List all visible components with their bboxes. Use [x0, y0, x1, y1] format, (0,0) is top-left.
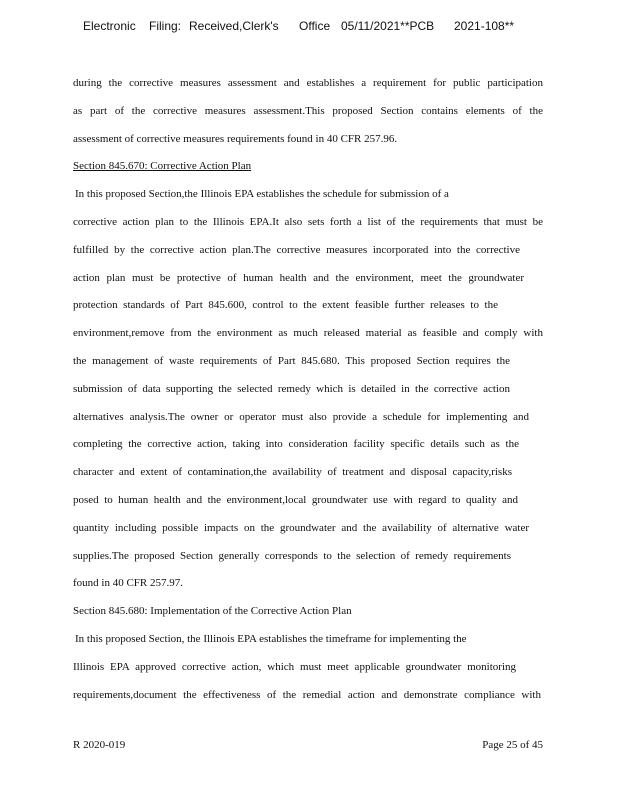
header-docket: 2021-108** — [454, 19, 515, 33]
body-line: environment,remove from the environment as much released material as feasible and comply with — [73, 327, 543, 340]
body-line: found in 40 CFR 257.97. — [73, 577, 184, 590]
body-line: quantity including possible impacts on the groundwater and the availability of alternative water — [73, 521, 529, 534]
body-line: assessment of corrective measures requirements found in 40 CFR 257.96. — [73, 132, 398, 145]
body-line: submission of data supporting the selected remedy which is detailed in the corrective action — [73, 382, 510, 395]
body-line: protection standards of Part 845.600, control to the extent feasible further releases to the — [73, 299, 498, 312]
header-electronic: Electronic — [83, 19, 136, 33]
body-line: In this proposed Section, the Illinois EPA establishes the timeframe for implementing the — [75, 632, 467, 645]
body-line: supplies.The proposed Section generally corresponds to the selection of remedy requirements — [73, 549, 511, 562]
body-line: character and extent of contamination,the availability of treatment and disposal capacity,risks — [73, 466, 512, 479]
body-line: the management of waste requirements of Part 845.680. This proposed Section requires the — [73, 354, 510, 367]
body-line: requirements,document the effectiveness of the remedial action and demonstrate compliance with — [73, 688, 541, 701]
header-office: Office — [299, 19, 331, 33]
body-line: action plan must be protective of human health and the environment, meet the groundwater — [73, 271, 524, 284]
filing-header — [0, 19, 618, 37]
body-line: fulfilled by the corrective action plan.The corrective measures incorporated into the corrective — [73, 243, 520, 256]
body-line: corrective action plan to the Illinois EPA.It also sets forth a list of the requirements that must be — [73, 215, 543, 228]
page-footer — [0, 739, 618, 755]
body-line: alternatives analysis.The owner or operator must also provide a schedule for implementing and — [73, 410, 529, 423]
body-line: In this proposed Section,the Illinois EPA establishes the schedule for submission of a — [75, 188, 449, 201]
footer-page-number: Page 25 of 45 — [482, 739, 543, 751]
section-heading-845-670 — [73, 153, 543, 181]
body-line: posed to human health and the environment,local groundwater use with regard to quality and — [73, 493, 518, 506]
section-heading-845-680: Section 845.680: Implementation of the Corrective Action Plan — [73, 605, 352, 618]
header-date: 05/11/2021**PCB — [341, 19, 435, 33]
body-line: as part of the corrective measures assessment.This proposed Section contains elements of the — [73, 104, 543, 117]
section-heading-text: Section 845.670: Corrective Action Plan — [73, 160, 252, 173]
footer-docket-number: R 2020-019 — [73, 739, 126, 751]
body-line: during the corrective measures assessment and establishes a requirement for public participation — [73, 77, 543, 89]
body-line: Illinois EPA approved corrective action, which must meet applicable groundwater monitoring — [73, 660, 516, 673]
header-received: Received,Clerk's — [189, 19, 279, 33]
header-filing: Filing: — [149, 19, 182, 33]
body-line: completing the corrective action, taking into consideration facility specific details such as the — [73, 438, 519, 451]
document-body — [73, 70, 543, 709]
